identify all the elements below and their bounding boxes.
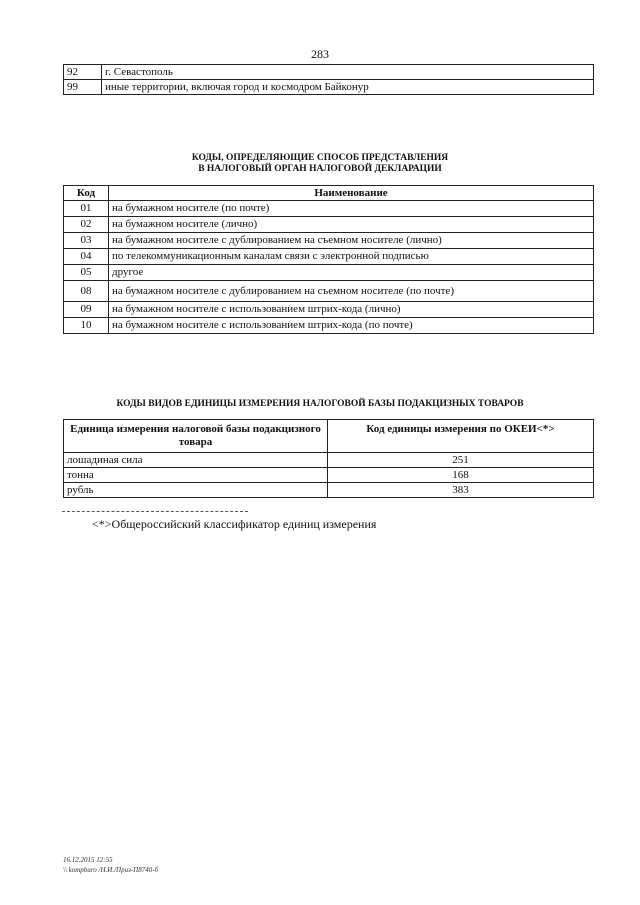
regions-table	[63, 64, 594, 95]
unit-name: лошадиная сила	[64, 453, 328, 468]
unit-name: рубль	[64, 483, 328, 498]
method-name: на бумажном носителе (лично)	[109, 217, 594, 233]
unit-code: 251	[328, 453, 594, 468]
method-code: 08	[64, 281, 109, 302]
page-number: 283	[311, 47, 329, 61]
method-code: 01	[64, 201, 109, 217]
region-name: иные территории, включая город и космодром Байконур	[102, 80, 594, 95]
column-header-code: Код	[64, 186, 109, 201]
method-name: на бумажном носителе с использованием штрих-кода (лично)	[109, 302, 594, 318]
region-code: 99	[64, 80, 102, 95]
table-row	[64, 468, 594, 483]
footnote-separator	[62, 511, 248, 512]
methods-table	[63, 185, 594, 334]
unit-code: 383	[328, 483, 594, 498]
table-row	[64, 302, 594, 318]
table-row	[64, 249, 594, 265]
methods-title-line2: В НАЛОГОВЫЙ ОРГАН НАЛОГОВОЙ ДЕКЛАРАЦИИ	[198, 164, 442, 174]
table-row	[64, 318, 594, 334]
method-code: 05	[64, 265, 109, 281]
units-table	[63, 419, 594, 498]
method-name: по телекоммуникационным каналам связи с электронной подписью	[109, 249, 594, 265]
table-row	[64, 201, 594, 217]
region-code: 92	[64, 65, 102, 80]
method-name: на бумажном носителе с использованием штрих-кода (по почте)	[109, 318, 594, 334]
table-row	[64, 281, 594, 302]
footnote: <*>Общероссийский классификатор единиц измерения	[92, 517, 377, 531]
units-title: КОДЫ ВИДОВ ЕДИНИЦЫ ИЗМЕРЕНИЯ НАЛОГОВОЙ БАЗЫ ПОДАКЦИЗНЫХ ТОВАРОВ	[116, 399, 524, 409]
table-row	[64, 217, 594, 233]
method-name: на бумажном носителе (по почте)	[109, 201, 594, 217]
table-header-row	[64, 186, 594, 201]
method-code: 09	[64, 302, 109, 318]
method-code: 03	[64, 233, 109, 249]
table-row	[64, 265, 594, 281]
unit-code: 168	[328, 468, 594, 483]
table-header-row	[64, 420, 594, 453]
region-name: г. Севастополь	[102, 65, 594, 80]
table-row	[64, 233, 594, 249]
print-stamp-path: \\ kompburo /Н.И./Приз-П8740-б	[63, 866, 159, 874]
column-header-name: Наименование	[109, 186, 594, 201]
method-name: на бумажном носителе с дублированием на съемном носителе (по почте)	[109, 281, 594, 302]
print-stamp-date: 16.12.2015 12:55	[63, 856, 113, 864]
method-code: 10	[64, 318, 109, 334]
method-name: другое	[109, 265, 594, 281]
method-code: 04	[64, 249, 109, 265]
column-header-unit: Единица измерения налоговой базы подакцизного товара	[64, 420, 328, 453]
method-code: 02	[64, 217, 109, 233]
column-header-okei-code: Код единицы измерения по ОКЕИ<*>	[328, 420, 594, 453]
table-row	[64, 453, 594, 468]
table-row	[64, 80, 594, 95]
unit-name: тонна	[64, 468, 328, 483]
methods-title-line1: КОДЫ, ОПРЕДЕЛЯЮЩИЕ СПОСОБ ПРЕДСТАВЛЕНИЯ	[191, 153, 449, 163]
table-row	[64, 65, 594, 80]
table-row	[64, 483, 594, 498]
method-name: на бумажном носителе с дублированием на съемном носителе (лично)	[109, 233, 594, 249]
